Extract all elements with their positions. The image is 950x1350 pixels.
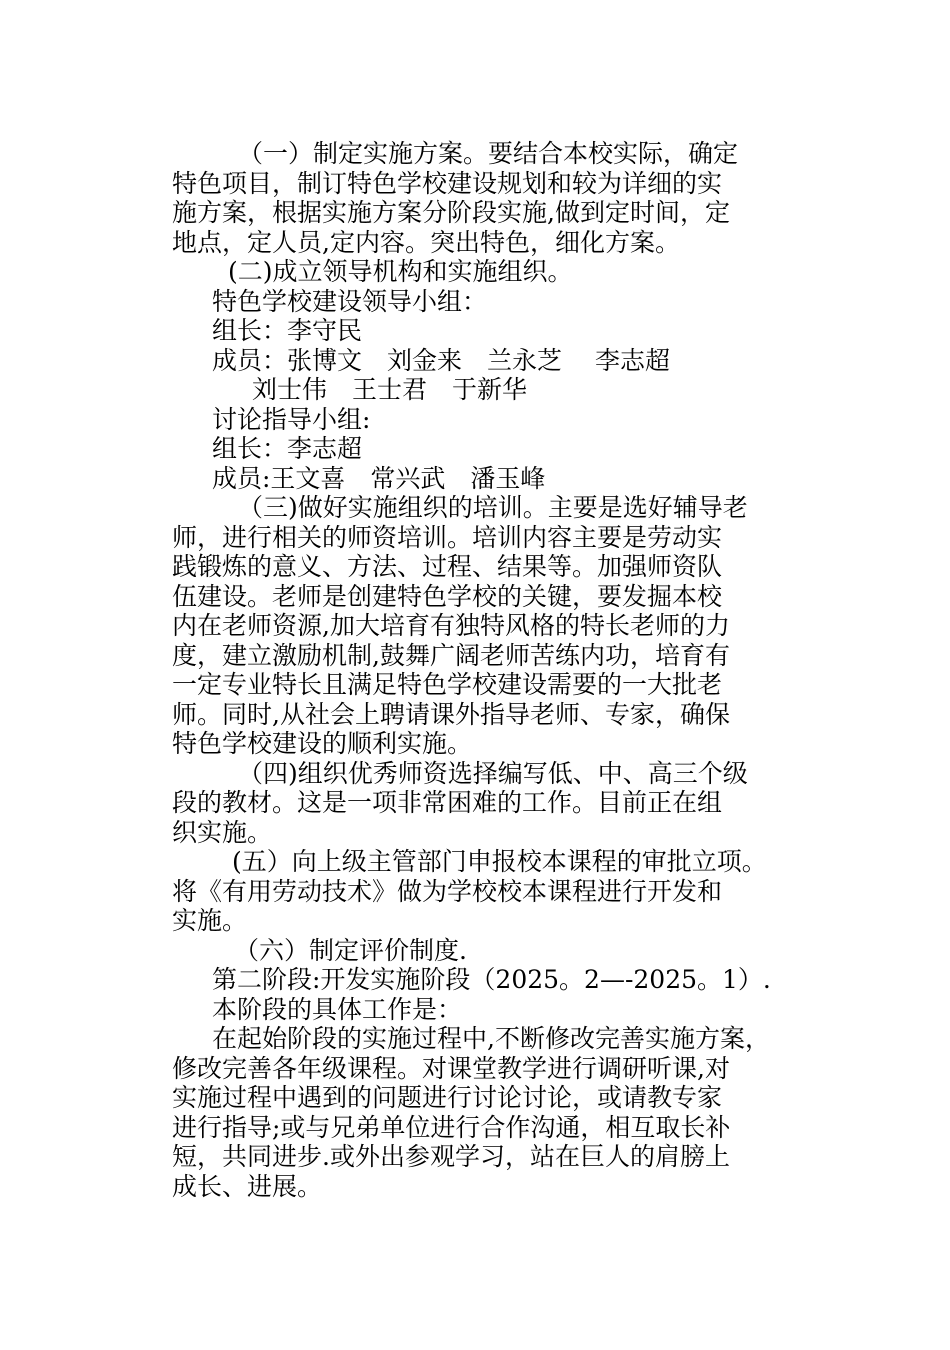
- paragraph-line: 师。同时,从社会上聘请课外指导老师、专家，确保: [172, 699, 730, 729]
- paragraph-line: 进行指导;或与兄弟单位进行合作沟通，相互取长补: [172, 1112, 731, 1142]
- paragraph-line: 伍建设。老师是创建特色学校的关键，要发掘本校: [172, 581, 723, 611]
- paragraph-line: 组长：李志超: [212, 434, 363, 463]
- paragraph-line: 度，建立激励机制,鼓舞广阔老师苦练内功，培育有: [172, 640, 730, 670]
- section-heading: (二)成立领导机构和实施组织。: [228, 257, 573, 286]
- paragraph-line: 特色学校建设的顺利实施。: [172, 729, 473, 758]
- paragraph-line: 成员：张博文 刘金来 兰永芝 李志超: [212, 345, 670, 375]
- paragraph-line: 刘士伟 王士君 于新华: [252, 375, 528, 404]
- paragraph-line: 特色项目，制订特色学校建设规划和较为详细的实: [172, 168, 723, 198]
- paragraph-line: 本阶段的具体工作是：: [212, 994, 463, 1024]
- paragraph-line: 段的教材。这是一项非常困难的工作。目前正在组: [172, 788, 723, 817]
- paragraph-line: 施方案，根据实施方案分阶段实施,做到定时间，定: [172, 198, 730, 227]
- paragraph-line: 将《有用劳动技术》做为学校校本课程进行开发和: [172, 876, 723, 906]
- paragraph-line: 织实施。: [172, 817, 273, 847]
- section-heading: （三)做好实施组织的培训。主要是选好辅导老: [238, 493, 748, 522]
- section-heading: （四)组织优秀师资选择编写低、中、高三个级: [238, 758, 748, 788]
- paragraph-line: 特色学校建设领导小组：: [212, 286, 488, 316]
- paragraph-line: 组长：李守民: [212, 316, 363, 345]
- section-heading: （六）制定评价制度.: [234, 935, 467, 965]
- paragraph-line: 修改完善各年级课程。对课堂教学进行调研听课,对: [172, 1053, 730, 1083]
- paragraph-line: 师，进行相关的师资培训。培训内容主要是劳动实: [172, 522, 723, 552]
- section-heading: (五）向上级主管部门申报校本课程的审批立项。: [232, 847, 767, 876]
- paragraph-line: 第二阶段:开发实施阶段（2025。2—-2025。1）.: [212, 965, 771, 994]
- paragraph-line: 一定专业特长且满足特色学校建设需要的一大批老: [172, 670, 723, 699]
- paragraph-line: 实施过程中遇到的问题进行讨论讨论，或请教专家: [172, 1083, 723, 1112]
- paragraph-line: 短，共同进步.或外出参观学习，站在巨人的肩膀上: [172, 1142, 730, 1171]
- paragraph-line: 实施。: [172, 906, 248, 935]
- paragraph-line: 成长、进展。: [172, 1171, 323, 1201]
- paragraph-line: （一）制定实施方案。要结合本校实际，确定: [238, 139, 739, 168]
- paragraph-line: 成员:王文喜 常兴武 潘玉峰: [212, 463, 546, 493]
- paragraph-line: 在起始阶段的实施过程中,不断修改完善实施方案，: [212, 1024, 770, 1053]
- document-body: [172, 139, 792, 1201]
- paragraph-line: 地点，定人员,定内容。突出特色，细化方案。: [172, 227, 680, 257]
- paragraph-line: 讨论指导小组:: [212, 404, 371, 434]
- paragraph-line: 践锻炼的意义、方法、过程、结果等。加强师资队: [172, 552, 723, 581]
- paragraph-line: 内在老师资源,加大培育有独特风格的特长老师的力: [172, 611, 730, 640]
